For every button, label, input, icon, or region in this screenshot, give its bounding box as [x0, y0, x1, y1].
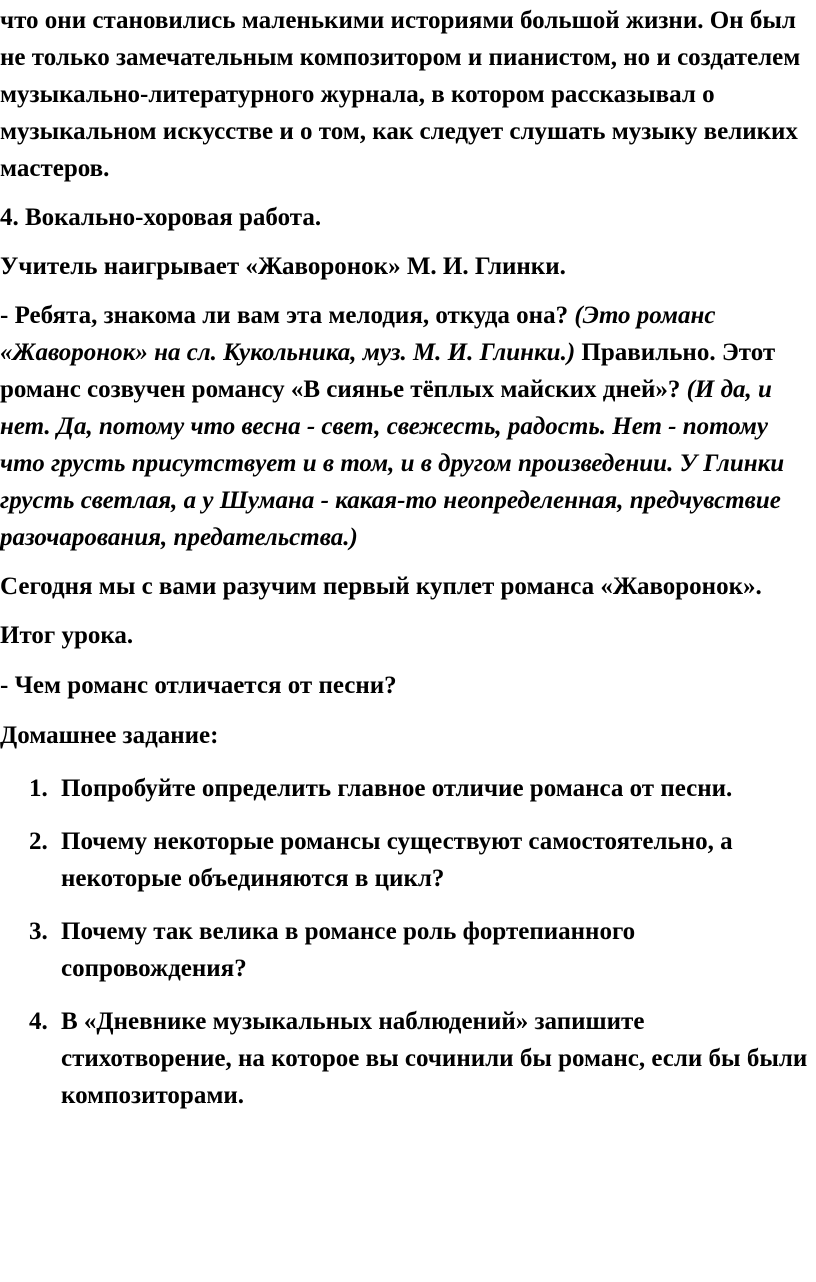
- homework-item: [0, 1003, 812, 1114]
- intro-paragraph: что они становились маленькими историями большой жизни. Он был не только замечательным композитором и пианистом, но и создателем музыкально-литературного журнала, в котором рассказывал о музыкальном искусстве и о том, как следует слушать музыку великих мастеров.: [0, 7, 801, 182]
- homework-item-text: В «Дневнике музыкальных наблюдений» запишите стихотворение, на которое вы сочинили бы романс, если бы были композиторами.: [61, 1008, 808, 1109]
- today-task: Сегодня мы с вами разучим первый куплет романса «Жаворонок».: [0, 573, 762, 600]
- homework-item: [0, 770, 812, 807]
- homework-item-text: Почему некоторые романсы существуют самостоятельно, а некоторые объединяются в цикл?: [61, 828, 733, 892]
- summary-question: - Чем романс отличается от песни?: [0, 672, 397, 699]
- homework-item: [0, 823, 812, 897]
- dialogue-teacher-reply: Правильно. Этот романс созвучен романсу «В сиянье тёплых майских дней»?: [0, 339, 776, 403]
- dialogue-question: - Ребята, знакома ли вам эта мелодия, откуда она?: [0, 302, 575, 329]
- homework-item-number: 3.: [29, 918, 48, 945]
- document-page: [0, 2, 812, 1130]
- homework-item-number: 4.: [29, 1008, 48, 1035]
- dialogue-answer-1: (Это романс «Жаворонок» на сл. Кукольника, муз. М. И. Глинки.): [0, 302, 716, 366]
- homework-item-number: 2.: [29, 828, 48, 855]
- dialogue-answer-2: (И да, и нет. Да, потому что весна - свет, свежесть, радость. Нет - потому что грусть присутствует и в том, и в другом произведении. У Глинки грусть светлая, а у Шумана - какая-то неопределенная, предчувствие разочарования, предательства.): [0, 376, 785, 551]
- homework-heading: Домашнее задание:: [0, 722, 219, 749]
- dialogue-paragraph: [0, 297, 812, 556]
- homework-item: [0, 913, 812, 987]
- section-heading: 4. Вокально-хоровая работа.: [0, 204, 322, 231]
- homework-item-number: 1.: [29, 775, 48, 802]
- homework-item-text: Попробуйте определить главное отличие романса от песни.: [61, 775, 733, 802]
- summary-heading: Итог урока.: [0, 622, 134, 649]
- homework-list: [0, 770, 812, 1114]
- teacher-action: Учитель наигрывает «Жаворонок» М. И. Глинки.: [0, 253, 566, 280]
- homework-item-text: Почему так велика в романсе роль фортепианного сопровождения?: [61, 918, 636, 982]
